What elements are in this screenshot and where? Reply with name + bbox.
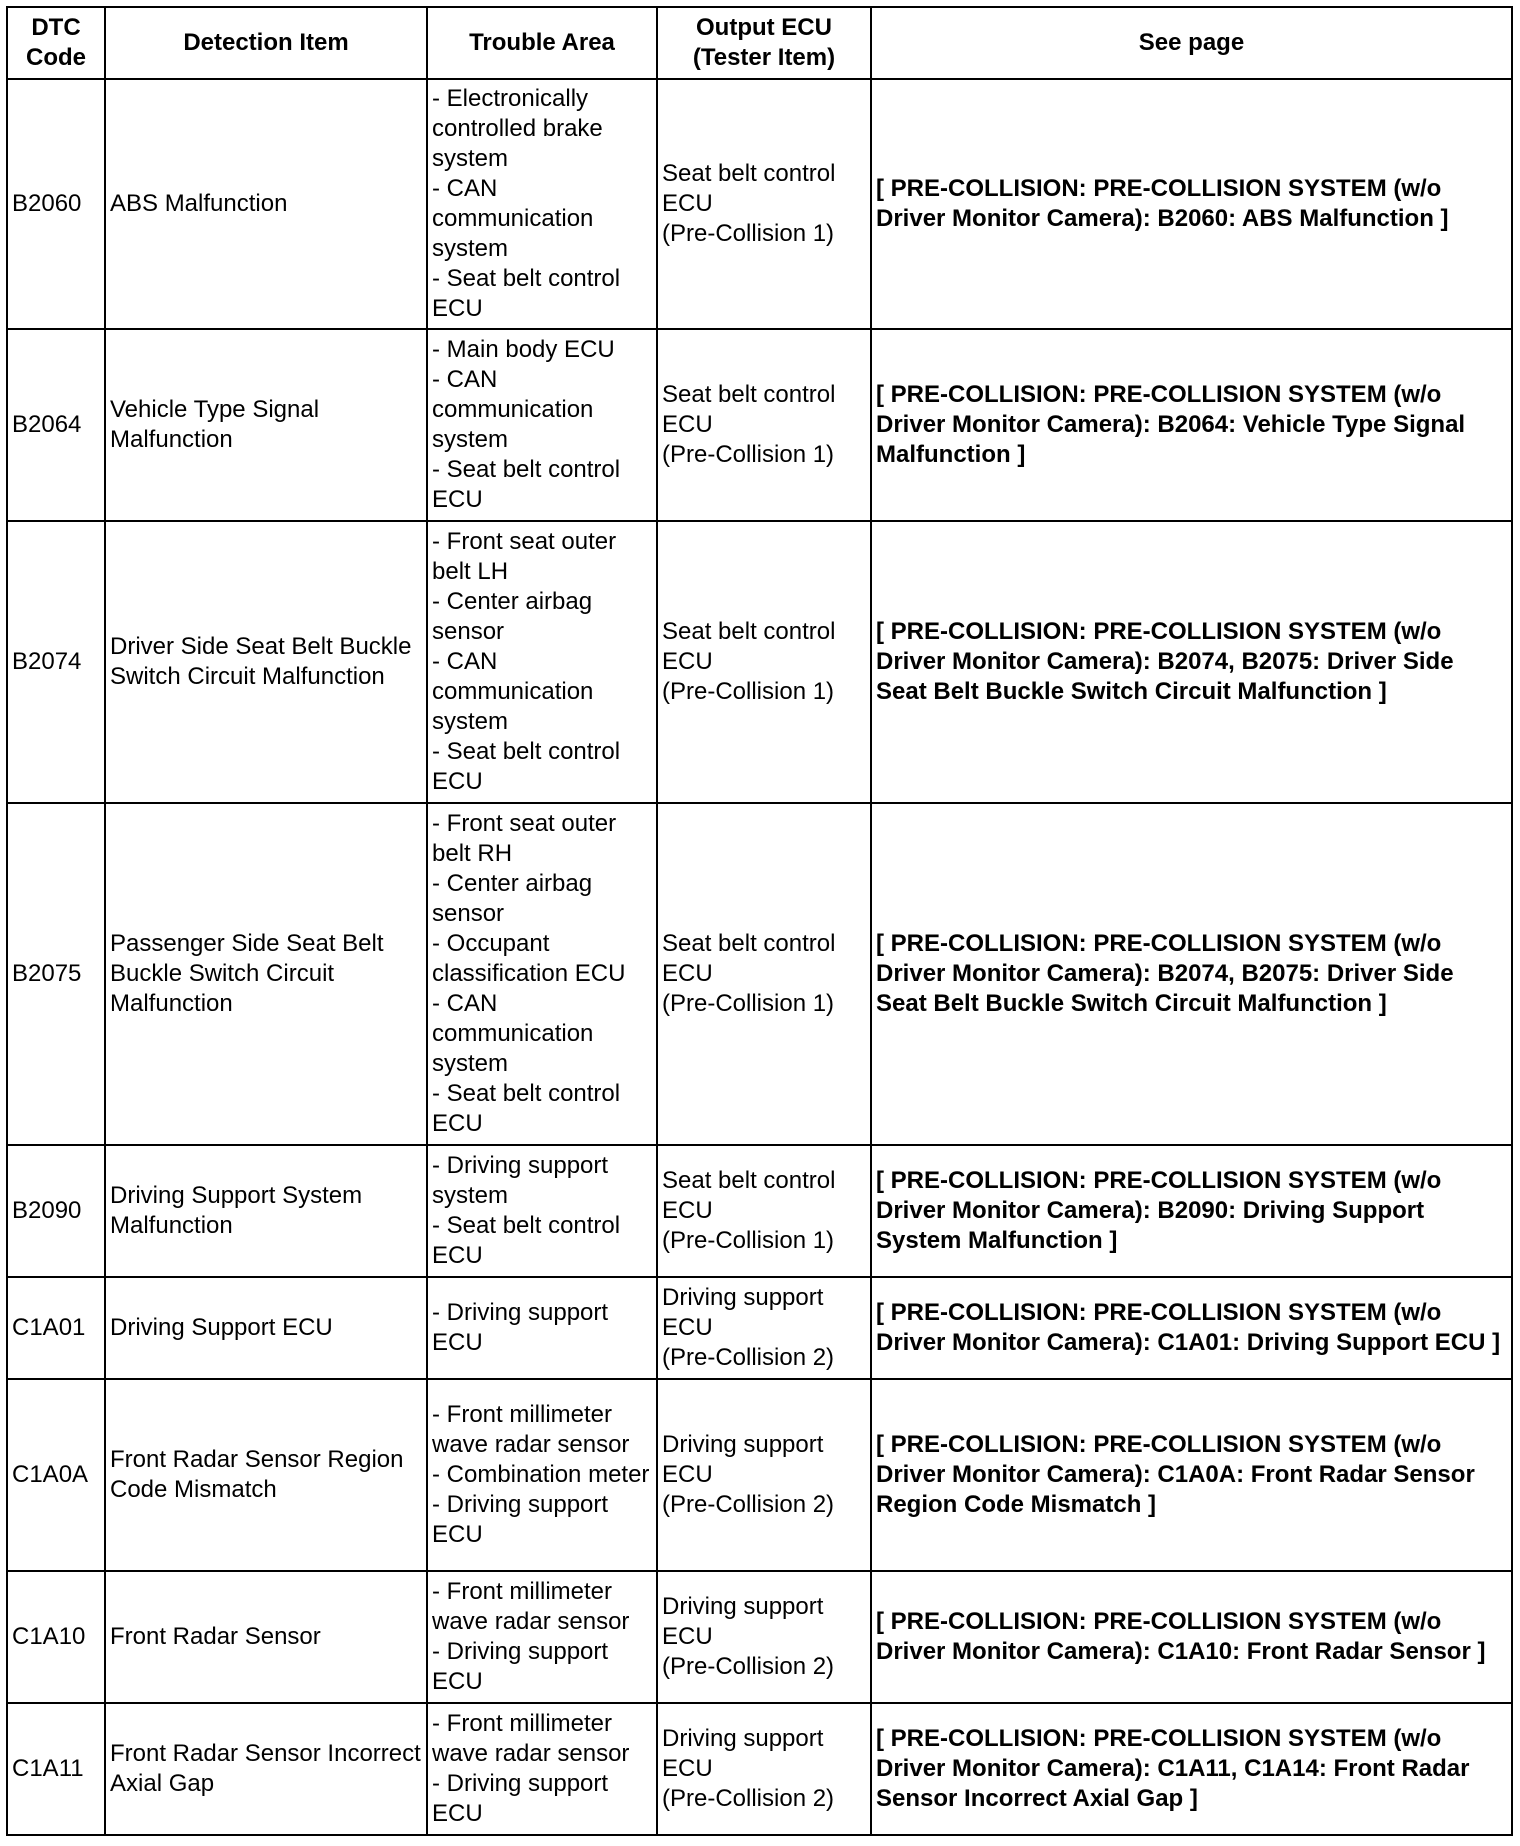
- header-dtc-code: DTC Code: [7, 7, 105, 79]
- table-row: [7, 79, 1512, 329]
- trouble-area-cell: [427, 1277, 657, 1379]
- see-page-link[interactable]: [ PRE-COLLISION: PRE-COLLISION SYSTEM (w/o Driver Monitor Camera): B2074, B2075: Driver Side Seat Belt Buckle Switch Circuit Malfunction ]: [871, 521, 1512, 803]
- see-page-link[interactable]: [ PRE-COLLISION: PRE-COLLISION SYSTEM (w/o Driver Monitor Camera): C1A01: Driving Support ECU ]: [871, 1277, 1512, 1379]
- trouble-area-cell: [427, 521, 657, 803]
- output-ecu-cell: Seat belt control ECU (Pre-Collision 1): [657, 329, 871, 521]
- dtc-code-cell: C1A01: [7, 1277, 105, 1379]
- trouble-area-item: - CAN communication system: [432, 366, 594, 453]
- output-ecu-cell: Seat belt control ECU (Pre-Collision 1): [657, 79, 871, 329]
- trouble-area-cell: [427, 1379, 657, 1571]
- output-ecu-cell: Driving support ECU (Pre-Collision 2): [657, 1571, 871, 1703]
- see-page-link[interactable]: [ PRE-COLLISION: PRE-COLLISION SYSTEM (w/o Driver Monitor Camera): C1A0A: Front Radar Sensor Region Code Mismatch ]: [871, 1379, 1512, 1571]
- dtc-code-cell: B2064: [7, 329, 105, 521]
- output-ecu-cell: Seat belt control ECU (Pre-Collision 1): [657, 1145, 871, 1277]
- detection-item-cell: ABS Malfunction: [105, 79, 427, 329]
- detection-item-cell: Driving Support System Malfunction: [105, 1145, 427, 1277]
- trouble-area-cell: [427, 79, 657, 329]
- detection-item-cell: Front Radar Sensor Region Code Mismatch: [105, 1379, 427, 1571]
- trouble-area-item: - Occupant classification ECU: [432, 930, 626, 987]
- header-trouble-area: Trouble Area: [427, 7, 657, 79]
- trouble-area-cell: [427, 803, 657, 1145]
- trouble-area-cell: [427, 329, 657, 521]
- table-row: [7, 329, 1512, 521]
- table-row: [7, 1703, 1512, 1835]
- trouble-area-item: - Front millimeter wave radar sensor: [432, 1401, 630, 1458]
- trouble-area-cell: [427, 1571, 657, 1703]
- trouble-area-item: - Driving support ECU: [432, 1491, 609, 1548]
- trouble-area-cell: [427, 1145, 657, 1277]
- table-row: [7, 1571, 1512, 1703]
- trouble-area-item: - Center airbag sensor: [432, 870, 593, 927]
- see-page-link[interactable]: [ PRE-COLLISION: PRE-COLLISION SYSTEM (w/o Driver Monitor Camera): B2090: Driving Support System Malfunction ]: [871, 1145, 1512, 1277]
- trouble-area-item: - Driving support ECU: [432, 1770, 609, 1827]
- trouble-area-item: - Seat belt control ECU: [432, 1080, 621, 1137]
- see-page-link[interactable]: [ PRE-COLLISION: PRE-COLLISION SYSTEM (w/o Driver Monitor Camera): C1A11, C1A14: Front Radar Sensor Incorrect Axial Gap ]: [871, 1703, 1512, 1835]
- trouble-area-item: - CAN communication system: [432, 648, 594, 735]
- trouble-area-item: - Seat belt control ECU: [432, 265, 621, 322]
- trouble-area-item: - CAN communication system: [432, 990, 594, 1077]
- dtc-code-cell: B2074: [7, 521, 105, 803]
- trouble-area-item: - Driving support ECU: [432, 1638, 609, 1695]
- detection-item-cell: Vehicle Type Signal Malfunction: [105, 329, 427, 521]
- output-ecu-cell: Driving support ECU (Pre-Collision 2): [657, 1703, 871, 1835]
- trouble-area-item: - Main body ECU: [432, 336, 615, 363]
- trouble-area-item: - CAN communication system: [432, 175, 594, 262]
- see-page-link[interactable]: [ PRE-COLLISION: PRE-COLLISION SYSTEM (w/o Driver Monitor Camera): B2064: Vehicle Type Signal Malfunction ]: [871, 329, 1512, 521]
- trouble-area-cell: [427, 1703, 657, 1835]
- detection-item-cell: Driving Support ECU: [105, 1277, 427, 1379]
- trouble-area-item: - Driving support system: [432, 1152, 609, 1209]
- output-ecu-cell: Driving support ECU (Pre-Collision 2): [657, 1379, 871, 1571]
- header-row: [7, 7, 1512, 79]
- detection-item-cell: Driver Side Seat Belt Buckle Switch Circuit Malfunction: [105, 521, 427, 803]
- trouble-area-item: - Driving support ECU: [432, 1299, 609, 1356]
- dtc-code-cell: C1A0A: [7, 1379, 105, 1571]
- detection-item-cell: Passenger Side Seat Belt Buckle Switch Circuit Malfunction: [105, 803, 427, 1145]
- dtc-table-container: [6, 6, 1513, 1836]
- output-ecu-cell: Seat belt control ECU (Pre-Collision 1): [657, 803, 871, 1145]
- trouble-area-item: - Front millimeter wave radar sensor: [432, 1710, 630, 1767]
- see-page-link[interactable]: [ PRE-COLLISION: PRE-COLLISION SYSTEM (w/o Driver Monitor Camera): C1A10: Front Radar Sensor ]: [871, 1571, 1512, 1703]
- dtc-code-cell: C1A10: [7, 1571, 105, 1703]
- see-page-link[interactable]: [ PRE-COLLISION: PRE-COLLISION SYSTEM (w/o Driver Monitor Camera): B2060: ABS Malfunction ]: [871, 79, 1512, 329]
- trouble-area-item: - Combination meter: [432, 1461, 650, 1488]
- trouble-area-item: - Seat belt control ECU: [432, 738, 621, 795]
- dtc-code-cell: B2090: [7, 1145, 105, 1277]
- detection-item-cell: Front Radar Sensor: [105, 1571, 427, 1703]
- trouble-area-item: - Front millimeter wave radar sensor: [432, 1578, 630, 1635]
- dtc-table: [6, 6, 1513, 1836]
- header-detection-item: Detection Item: [105, 7, 427, 79]
- trouble-area-item: - Front seat outer belt RH: [432, 810, 617, 867]
- table-row: [7, 803, 1512, 1145]
- header-output-ecu: Output ECU (Tester Item): [657, 7, 871, 79]
- dtc-code-cell: C1A11: [7, 1703, 105, 1835]
- trouble-area-item: - Seat belt control ECU: [432, 1212, 621, 1269]
- dtc-code-cell: B2060: [7, 79, 105, 329]
- see-page-link[interactable]: [ PRE-COLLISION: PRE-COLLISION SYSTEM (w/o Driver Monitor Camera): B2074, B2075: Driver Side Seat Belt Buckle Switch Circuit Malfunction ]: [871, 803, 1512, 1145]
- table-row: [7, 1379, 1512, 1571]
- trouble-area-item: - Front seat outer belt LH: [432, 528, 617, 585]
- table-row: [7, 1277, 1512, 1379]
- output-ecu-cell: Seat belt control ECU (Pre-Collision 1): [657, 521, 871, 803]
- trouble-area-item: - Electronically controlled brake system: [432, 85, 603, 172]
- output-ecu-cell: Driving support ECU (Pre-Collision 2): [657, 1277, 871, 1379]
- trouble-area-item: - Center airbag sensor: [432, 588, 593, 645]
- detection-item-cell: Front Radar Sensor Incorrect Axial Gap: [105, 1703, 427, 1835]
- table-row: [7, 1145, 1512, 1277]
- dtc-code-cell: B2075: [7, 803, 105, 1145]
- header-see-page: See page: [871, 7, 1512, 79]
- trouble-area-item: - Seat belt control ECU: [432, 456, 621, 513]
- table-row: [7, 521, 1512, 803]
